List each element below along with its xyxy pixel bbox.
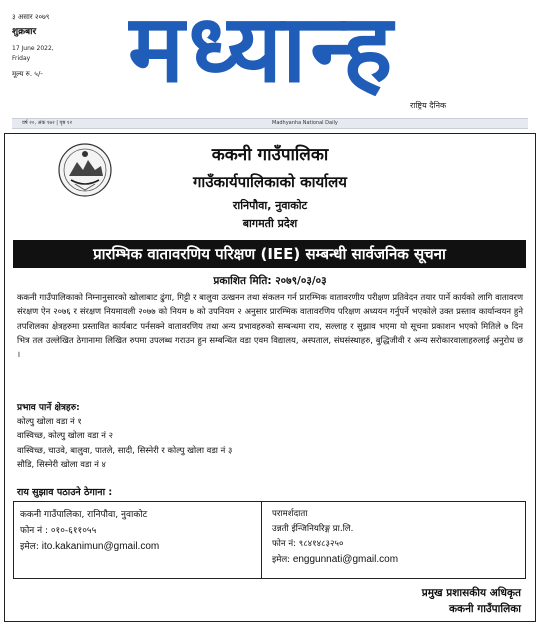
municipality-phone: फोन नं : ०१०-६११०५५ <box>20 526 97 536</box>
newspaper-masthead <box>0 0 542 128</box>
masthead-strip <box>12 118 528 129</box>
consultant-email-row <box>272 552 519 568</box>
signatory-title: प्रमुख प्रशासकीय अधिकृत <box>421 587 521 599</box>
consultant-label: परामर्शदाता <box>272 509 308 519</box>
list-item: सौडि, सिस्नेरी खोला वडा नं ४ <box>17 458 106 469</box>
newspaper-tagline: राष्ट्रिय दैनिक <box>410 101 447 110</box>
address-table <box>13 501 526 579</box>
list-item: वास्विच्छ, कोल्पु खोला वडा नं २ <box>17 430 113 441</box>
municipality-email: ito.kakanimun@gmail.com <box>41 541 160 552</box>
paper-name-en: Madhyanha National Daily <box>272 120 338 126</box>
affected-areas-list <box>17 414 232 471</box>
price: मूल्य रु. ५/- <box>12 70 43 78</box>
weekday: शुक्रबार <box>12 27 37 37</box>
consultant-email: enggunnati@gmail.com <box>292 554 399 565</box>
consultant-phone: फोन नं: ९८४१४८३२५० <box>272 539 344 549</box>
masthead-dateline <box>12 6 124 79</box>
municipality-location: ककनी गाउँपालिका, रानिपौवा, नुवाकोट <box>20 510 148 520</box>
weekday-en: Friday <box>12 55 31 62</box>
list-item: कोल्पु खोला वडा नं १ <box>17 416 82 426</box>
notice-body: ककनी गाउँपालिकाको निम्नानुसारको खोलाबाट ढुंगा, गिट्टी र बालुवा उत्खनन तथा संकलन गर्न प्रारम्भिक वातावरणीय परीक्षण प्रतिवेदन तयार पार्ने कार्यको लागि वातावरण संरक्षण ऐन २०७६ र संरक्षण नियमावली २०७७ को नियम ७ को उपनियम २ अनुसार प्रारम्भिक वातावरणिय परिक्षण अध्ययन गर्नुपर्ने भएकोले उक्त प्रस्ताव कार्यान्वयन हुने तपशिलका क्षेत्रहरुमा प्रस्तावित कार्यबाट पर्नसक्ने वातावरणिय तथा अन्य प्रभावहरुको सम्बन्धमा राय, सल्लाह र सुझाव भएमा यो सूचना प्रकाशन भएको मितिले ७ दिन भित्र तल उल्लेखित ठेगानामा लिखित रुपमा उपलब्ध गराउन हुन सम्बन्धित वडा एवम विद्यालय, अस्पताल, संघसंस्थाहरु, बुद्धिजीवी र अन्य सरोकारवालाहरुलाई अनुरोध छ । <box>17 292 523 360</box>
published-date: प्रकाशित मिति: २०७९/०३/०३ <box>213 275 327 287</box>
signatory-org: ककनी गाउँपालिका <box>448 603 521 615</box>
areas-heading: प्रभाव पार्ने क्षेत्रहरु: <box>17 403 80 413</box>
office-location: रानिपौवा, नुवाकोट <box>232 199 308 212</box>
date-ad: 17 June 2022, <box>12 45 54 52</box>
office-name: गाउँकार्यपालिकाको कार्यालय <box>192 173 347 191</box>
municipality-email-row <box>20 539 255 555</box>
consultant-address <box>262 502 525 578</box>
list-item: वास्विच्छ, चाउवे, बालुवा, पातले, सादी, सिस्नेरी र कोल्पु खोला वडा नं ३ <box>17 444 233 455</box>
address-heading: राय सुझाव पठाउने ठेगाना : <box>17 487 113 498</box>
province: बागमती प्रदेश <box>242 217 298 230</box>
email-label: इमेल: <box>20 542 42 552</box>
org-name: ककनी गाउँपालिका <box>211 145 329 165</box>
date-bs: ३ असार २०७९ <box>12 13 50 21</box>
notice-title-banner: प्रारम्भिक वातावरणिय परिक्षण (IEE) सम्बन्धी सार्वजनिक सूचना <box>13 240 526 268</box>
newspaper-logo: मध्यान्ह <box>128 4 397 96</box>
consultant-name: उन्नती ईन्जिनियरिङ्ग प्रा.लि. <box>272 524 354 534</box>
issue-info: वर्ष २०, अंक १७२ | पृष्ठ १२ <box>22 120 73 126</box>
municipality-address <box>14 502 262 578</box>
public-notice <box>4 133 536 622</box>
email-label: इमेल: <box>272 555 293 565</box>
